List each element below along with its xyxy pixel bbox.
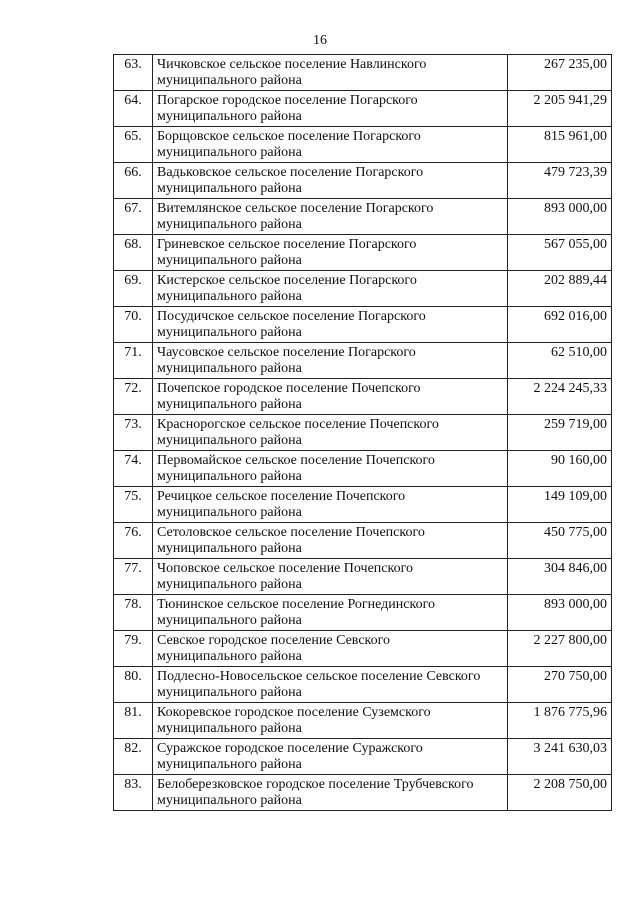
amount: 1 876 775,96: [508, 703, 612, 739]
table-row: [114, 343, 612, 379]
amount: 149 109,00: [508, 487, 612, 523]
name-line-1: Гриневское сельское поселение Погарского: [157, 237, 417, 252]
amount: 304 846,00: [508, 559, 612, 595]
name-line-2: муниципального района: [157, 541, 302, 556]
row-number: 70.: [114, 307, 153, 343]
row-number: 67.: [114, 199, 153, 235]
name-line-2: муниципального района: [157, 469, 302, 484]
name-line-2: муниципального района: [157, 217, 302, 232]
name-line-2: муниципального района: [157, 145, 302, 160]
name-line-2: муниципального района: [157, 181, 302, 196]
table-row: [114, 667, 612, 703]
name-line-1: Почепское городское поселение Почепского: [157, 381, 421, 396]
settlement-name: [153, 235, 508, 271]
table-row: [114, 595, 612, 631]
name-line-2: муниципального района: [157, 577, 302, 592]
settlement-name: [153, 739, 508, 775]
page-number: 16: [313, 33, 327, 48]
table-row: [114, 235, 612, 271]
name-line-1: Белоберезковское городское поселение Трубчевского: [157, 777, 474, 792]
table-row: [114, 559, 612, 595]
amount: 450 775,00: [508, 523, 612, 559]
name-line-1: Чоповское сельское поселение Почепского: [157, 561, 413, 576]
settlement-name: [153, 523, 508, 559]
row-number: 64.: [114, 91, 153, 127]
settlement-name: [153, 163, 508, 199]
allocation-table: [113, 54, 612, 811]
name-line-2: муниципального района: [157, 109, 302, 124]
table-row: [114, 127, 612, 163]
settlement-name: [153, 343, 508, 379]
amount: 90 160,00: [508, 451, 612, 487]
settlement-name: [153, 595, 508, 631]
row-number: 82.: [114, 739, 153, 775]
name-line-2: муниципального района: [157, 721, 302, 736]
row-number: 66.: [114, 163, 153, 199]
row-number: 63.: [114, 55, 153, 91]
settlement-name: [153, 775, 508, 811]
name-line-1: Севское городское поселение Севского: [157, 633, 391, 648]
settlement-name: [153, 91, 508, 127]
table-row: [114, 55, 612, 91]
name-line-2: муниципального района: [157, 505, 302, 520]
amount: 62 510,00: [508, 343, 612, 379]
settlement-name: [153, 271, 508, 307]
row-number: 77.: [114, 559, 153, 595]
name-line-2: муниципального района: [157, 361, 302, 376]
settlement-name: [153, 127, 508, 163]
row-number: 76.: [114, 523, 153, 559]
name-line-1: Краснорогское сельское поселение Почепского: [157, 417, 439, 432]
amount: 3 241 630,03: [508, 739, 612, 775]
name-line-1: Посудичское сельское поселение Погарского: [157, 309, 426, 324]
table-row: [114, 703, 612, 739]
row-number: 80.: [114, 667, 153, 703]
name-line-1: Чичковское сельское поселение Навлинского: [157, 57, 427, 72]
name-line-2: муниципального района: [157, 649, 302, 664]
amount: 692 016,00: [508, 307, 612, 343]
name-line-1: Речицкое сельское поселение Почепского: [157, 489, 406, 504]
amount: 2 227 800,00: [508, 631, 612, 667]
settlement-name: [153, 559, 508, 595]
row-number: 81.: [114, 703, 153, 739]
settlement-name: [153, 451, 508, 487]
table-row: [114, 523, 612, 559]
table-row: [114, 379, 612, 415]
name-line-1: Сетоловское сельское поселение Почепского: [157, 525, 425, 540]
amount: 270 750,00: [508, 667, 612, 703]
name-line-1: Вадьковское сельское поселение Погарского: [157, 165, 424, 180]
name-line-1: Первомайское сельское поселение Почепского: [157, 453, 435, 468]
table-row: [114, 271, 612, 307]
amount: 815 961,00: [508, 127, 612, 163]
name-line-1: Кистерское сельское поселение Погарского: [157, 273, 417, 288]
name-line-2: муниципального района: [157, 757, 302, 772]
name-line-1: Погарское городское поселение Погарского: [157, 93, 418, 108]
name-line-1: Борщовское сельское поселение Погарского: [157, 129, 421, 144]
table-row: [114, 163, 612, 199]
name-line-2: муниципального района: [157, 793, 302, 808]
name-line-1: Подлесно-Новосельское сельское поселение Севского: [157, 669, 481, 684]
row-number: 72.: [114, 379, 153, 415]
row-number: 69.: [114, 271, 153, 307]
name-line-2: муниципального района: [157, 325, 302, 340]
name-line-1: Тюнинское сельское поселение Рогнединского: [157, 597, 435, 612]
table-row: [114, 631, 612, 667]
amount: 479 723,39: [508, 163, 612, 199]
name-line-1: Кокоревское городское поселение Суземского: [157, 705, 431, 720]
name-line-1: Витемлянское сельское поселение Погарского: [157, 201, 434, 216]
table-row: [114, 739, 612, 775]
table-row: [114, 199, 612, 235]
settlement-name: [153, 415, 508, 451]
row-number: 83.: [114, 775, 153, 811]
table-row: [114, 415, 612, 451]
table-row: [114, 91, 612, 127]
settlement-name: [153, 667, 508, 703]
name-line-2: муниципального района: [157, 253, 302, 268]
settlement-name: [153, 199, 508, 235]
row-number: 78.: [114, 595, 153, 631]
name-line-2: муниципального района: [157, 73, 302, 88]
amount: 567 055,00: [508, 235, 612, 271]
table-row: [114, 487, 612, 523]
name-line-1: Суражское городское поселение Суражского: [157, 741, 423, 756]
settlement-name: [153, 379, 508, 415]
row-number: 79.: [114, 631, 153, 667]
row-number: 73.: [114, 415, 153, 451]
amount: 2 224 245,33: [508, 379, 612, 415]
row-number: 74.: [114, 451, 153, 487]
name-line-2: муниципального района: [157, 397, 302, 412]
amount: 893 000,00: [508, 595, 612, 631]
amount: 893 000,00: [508, 199, 612, 235]
amount: 267 235,00: [508, 55, 612, 91]
amount: 2 208 750,00: [508, 775, 612, 811]
row-number: 71.: [114, 343, 153, 379]
name-line-2: муниципального района: [157, 433, 302, 448]
row-number: 65.: [114, 127, 153, 163]
name-line-2: муниципального района: [157, 685, 302, 700]
settlement-name: [153, 307, 508, 343]
table-row: [114, 775, 612, 811]
row-number: 68.: [114, 235, 153, 271]
amount: 202 889,44: [508, 271, 612, 307]
settlement-name: [153, 487, 508, 523]
name-line-1: Чаусовское сельское поселение Погарского: [157, 345, 416, 360]
amount: 2 205 941,29: [508, 91, 612, 127]
settlement-name: [153, 703, 508, 739]
row-number: 75.: [114, 487, 153, 523]
name-line-2: муниципального района: [157, 613, 302, 628]
settlement-name: [153, 55, 508, 91]
name-line-2: муниципального района: [157, 289, 302, 304]
table-row: [114, 451, 612, 487]
amount: 259 719,00: [508, 415, 612, 451]
table-row: [114, 307, 612, 343]
settlement-name: [153, 631, 508, 667]
